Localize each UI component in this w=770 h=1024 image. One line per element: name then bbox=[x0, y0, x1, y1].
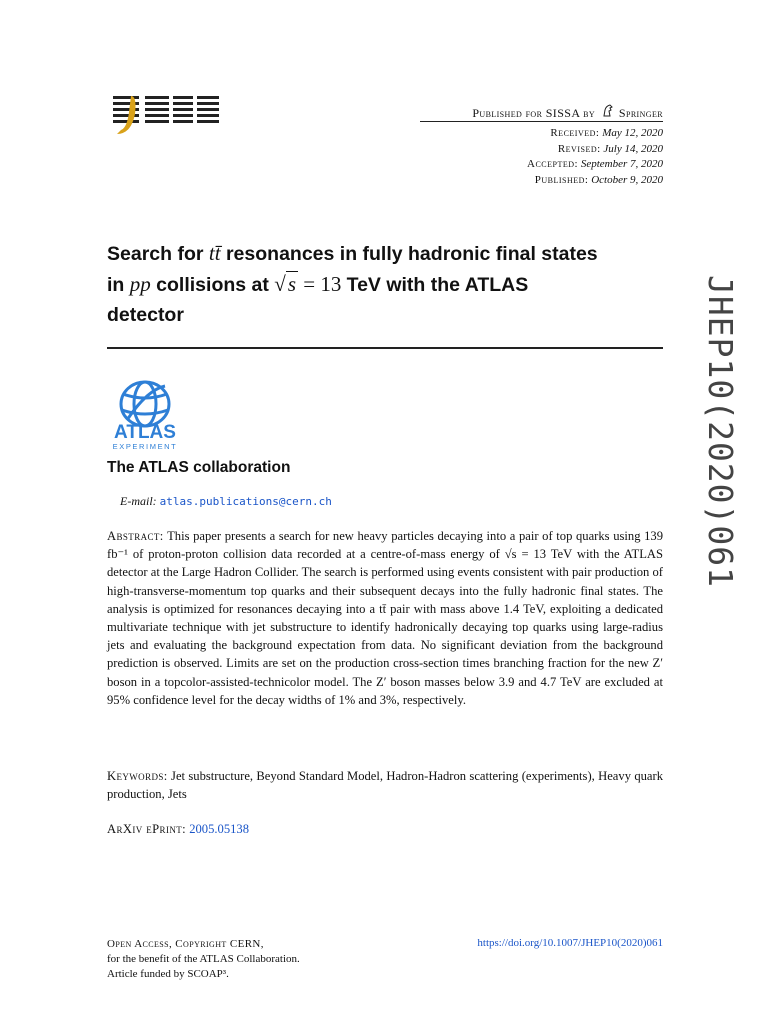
arxiv-link[interactable]: 2005.05138 bbox=[189, 822, 250, 836]
paper-title: Search for tt̄ resonances in fully hadronic final states in pp collisions at √s = 13 TeV with the ATLAS detector bbox=[107, 241, 598, 326]
email-label: E-mail: bbox=[120, 494, 157, 508]
date-revised: Revised: July 14, 2020 bbox=[557, 142, 663, 155]
springer-horse-icon bbox=[602, 104, 615, 117]
published-for-line bbox=[420, 104, 663, 121]
atlas-logo-text: ATLAS bbox=[114, 422, 176, 443]
sqrt-symbol: √s bbox=[274, 272, 297, 296]
abstract bbox=[107, 527, 663, 709]
date-received: Received: May 12, 2020 bbox=[550, 127, 663, 139]
date-list bbox=[430, 126, 663, 188]
email-line bbox=[120, 494, 332, 509]
collaboration-name: The ATLAS collaboration bbox=[107, 459, 291, 476]
keywords-text: Jet substructure, Beyond Standard Model, Hadron-Hadron scattering (experiments), Heavy quark production, Jets bbox=[107, 769, 663, 802]
atlas-logo bbox=[107, 380, 183, 452]
jhep-logo bbox=[107, 94, 219, 136]
date-accepted: Accepted: September 7, 2020 bbox=[527, 158, 663, 170]
published-for-text: Published for SISSA by bbox=[472, 106, 596, 120]
doi-link[interactable]: https://doi.org/10.1007/JHEP10(2020)061 bbox=[477, 937, 663, 949]
publisher-name: Springer bbox=[618, 106, 663, 120]
arxiv-eprint bbox=[107, 822, 249, 837]
arxiv-label: ArXiv ePrint: bbox=[107, 822, 187, 836]
email-link[interactable]: atlas.publications@cern.ch bbox=[159, 495, 332, 508]
journal-side-id: JHEP10(2020)061 bbox=[701, 275, 740, 589]
keywords-label: Keywords: bbox=[107, 769, 168, 783]
atlas-logo-subtext: EXPERIMENT bbox=[112, 442, 178, 451]
abstract-text: This paper presents a search for new heavy particles decaying into a pair of top quarks using 139 fb⁻¹ of proton-proton collision data recorded at a centre-of-mass energy of √s = 13 TeV with the ATLAS detector at the Large Hadron Collider. The search is performed using events consistent with pair production of high-transverse-momentum top quarks and their subsequent decays into the fully hadronic final states. The analysis is optimized for resonances decaying into a tt̄ pair with mass above 1.4 TeV, exploiting a dedicated multivariate technique with jet substructure to identify hadronically decaying top quarks using large-radius jets and evaluating the background expectation from data. No significant deviation from the background prediction is observed. Limits are set on the production cross-section times branching fraction for the new Z′ boson in a topcolor-assisted-technicolor model. The Z′ boson masses below 3.9 and 4.7 TeV are excluded at 95% confidence level for the decay widths of 1% and 3%, respectively. bbox=[107, 529, 663, 707]
title-rule bbox=[107, 347, 663, 349]
date-published: Published: October 9, 2020 bbox=[534, 173, 663, 186]
abstract-label: Abstract: bbox=[107, 529, 164, 543]
header-rule bbox=[420, 121, 663, 122]
open-access-note: Open Access, Copyright CERN, for the benefit of the ATLAS Collaboration. Article funded by SCOAP³. bbox=[107, 938, 300, 980]
keywords bbox=[107, 767, 663, 803]
